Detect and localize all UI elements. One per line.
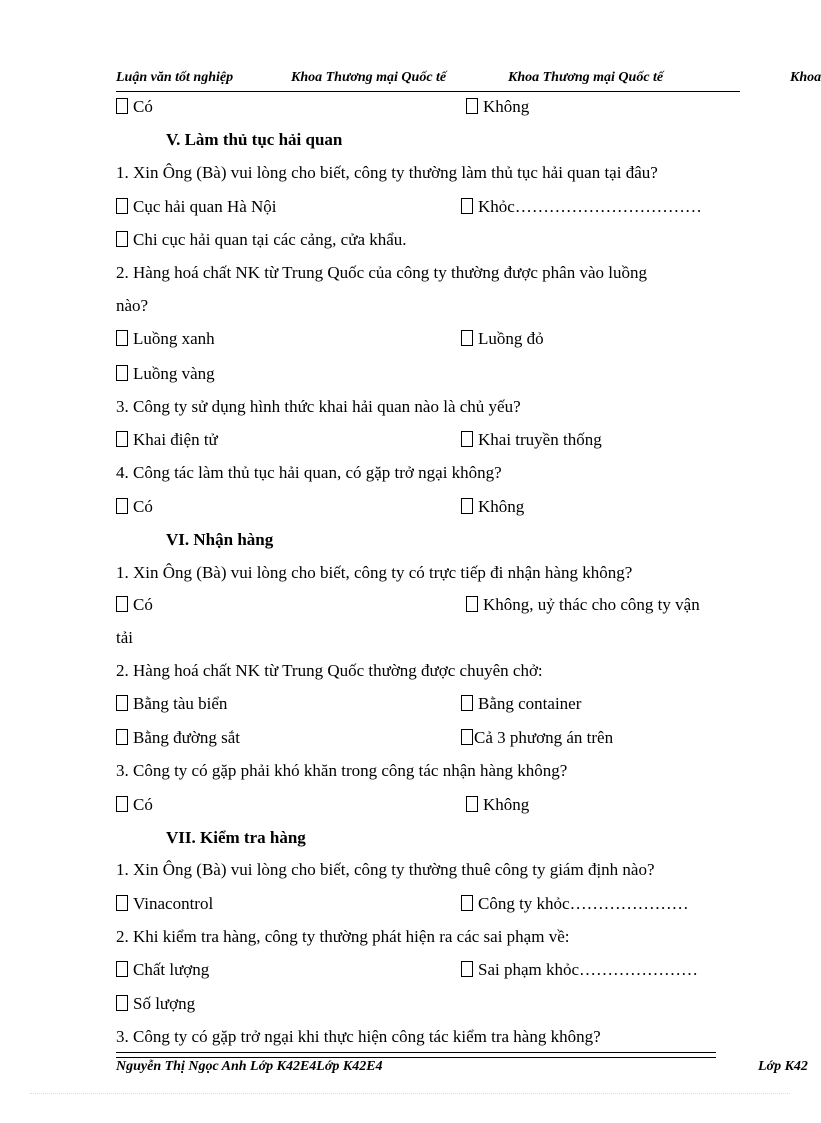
checkbox-icon[interactable] <box>116 596 128 612</box>
footer-right: Lớp K42 <box>758 1059 808 1074</box>
option-6-2-d[interactable]: Cả 3 phương án trên <box>461 727 613 749</box>
option-5-4-b[interactable]: Không <box>461 496 524 518</box>
section-heading-vi: VI. Nhận hàng <box>166 530 274 549</box>
header-mid-2: Khoa Thương mại Quốc tế <box>508 70 664 85</box>
question-7-2: 2. Khi kiểm tra hàng, công ty thường phát hiện ra các sai phạm về: <box>116 927 570 946</box>
option-5-1-a[interactable]: Cục hải quan Hà Nội <box>116 196 277 218</box>
checkbox-icon[interactable] <box>116 365 128 381</box>
section-heading-vii: VII. Kiểm tra hàng <box>166 828 306 847</box>
checkbox-icon[interactable] <box>116 431 128 447</box>
option-5-1-b[interactable]: Khỏc…………………………… <box>461 196 702 218</box>
option-6-2-c[interactable]: Bằng đường sắt <box>116 727 240 749</box>
checkbox-icon[interactable] <box>116 796 128 812</box>
header-rule <box>116 91 740 92</box>
checkbox-icon[interactable] <box>461 431 473 447</box>
checkbox-icon[interactable] <box>116 198 128 214</box>
header-mid-1: Khoa Thương mại Quốc tế <box>291 70 447 85</box>
question-5-2: 2. Hàng hoá chất NK từ Trung Quốc của công ty thường được phân vào luồng <box>116 263 647 282</box>
option-5-1-c[interactable]: Chi cục hải quan tại các cảng, cửa khẩu. <box>116 229 407 251</box>
option-5-2-c[interactable]: Luồng vàng <box>116 363 215 385</box>
option-5-3-a[interactable]: Khai điện tử <box>116 429 218 451</box>
checkbox-icon[interactable] <box>461 695 473 711</box>
question-5-1: 1. Xin Ông (Bà) vui lòng cho biết, công ty thường làm thủ tục hải quan tại đâu? <box>116 163 658 182</box>
question-5-3: 3. Công ty sử dụng hình thức khai hải quan nào là chủ yếu? <box>116 397 521 416</box>
option-6-1-a[interactable]: Có <box>116 594 153 616</box>
option-6-3-a[interactable]: Có <box>116 794 153 816</box>
checkbox-icon[interactable] <box>116 895 128 911</box>
option-6-2-b[interactable]: Bằng container <box>461 693 581 715</box>
option-5-2-a[interactable]: Luồng xanh <box>116 328 215 350</box>
option-6-2-a[interactable]: Bằng tàu biển <box>116 693 227 715</box>
checkbox-icon[interactable] <box>116 995 128 1011</box>
checkbox-icon[interactable] <box>461 198 473 214</box>
option-7-2-b[interactable]: Sai phạm khỏc………………… <box>461 959 698 981</box>
option-6-1-b[interactable]: Không, uỷ thác cho công ty vận <box>466 594 700 616</box>
checkbox-icon[interactable] <box>461 330 473 346</box>
checkbox-icon[interactable] <box>461 895 473 911</box>
checkbox-icon[interactable] <box>116 231 128 247</box>
checkbox-icon[interactable] <box>116 695 128 711</box>
checkbox-icon[interactable] <box>466 796 478 812</box>
checkbox-icon[interactable] <box>461 961 473 977</box>
checkbox-icon[interactable] <box>116 330 128 346</box>
question-5-4: 4. Công tác làm thủ tục hải quan, có gặp trở ngại không? <box>116 463 502 482</box>
option-5-4-a[interactable]: Có <box>116 496 153 518</box>
checkbox-icon[interactable] <box>116 498 128 514</box>
question-7-3: 3. Công ty có gặp trở ngại khi thực hiện công tác kiểm tra hàng không? <box>116 1027 601 1046</box>
checkbox-icon[interactable] <box>461 498 473 514</box>
page-footer <box>116 1059 816 1079</box>
option-5-2-b[interactable]: Luồng đỏ <box>461 328 544 350</box>
option-7-2-c[interactable]: Số lượng <box>116 993 195 1015</box>
question-6-3: 3. Công ty có gặp phải khó khăn trong công tác nhận hàng không? <box>116 761 568 780</box>
option-6-1-b-cont: tải <box>116 628 133 647</box>
header-right: Khoa <box>790 70 821 85</box>
question-5-2-cont: nào? <box>116 296 149 315</box>
question-6-1: 1. Xin Ông (Bà) vui lòng cho biết, công ty có trực tiếp đi nhận hàng không? <box>116 563 633 582</box>
checkbox-icon[interactable] <box>116 729 128 745</box>
section-heading-v: V. Làm thủ tục hải quan <box>166 130 343 149</box>
option-6-3-b[interactable]: Không <box>466 794 529 816</box>
footer-left: Nguyễn Thị Ngọc Anh Lớp K42E4Lớp K42E4 <box>116 1059 383 1074</box>
option-khong-1[interactable]: Không <box>466 96 529 118</box>
page-header <box>116 70 821 90</box>
checkbox-icon[interactable] <box>116 98 128 114</box>
option-co-1[interactable]: Có <box>116 96 153 118</box>
checkbox-icon[interactable] <box>461 729 473 745</box>
question-6-2: 2. Hàng hoá chất NK từ Trung Quốc thường được chuyên chở: <box>116 661 543 680</box>
option-7-1-b[interactable]: Công ty khỏc………………… <box>461 893 689 915</box>
checkbox-icon[interactable] <box>116 961 128 977</box>
option-5-3-b[interactable]: Khai truyền thống <box>461 429 602 451</box>
checkbox-icon[interactable] <box>466 596 478 612</box>
option-7-2-a[interactable]: Chất lượng <box>116 959 209 981</box>
checkbox-icon[interactable] <box>466 98 478 114</box>
header-left: Luận văn tốt nghiệp <box>116 70 234 85</box>
footer-rule <box>116 1052 716 1058</box>
question-7-1: 1. Xin Ông (Bà) vui lòng cho biết, công ty thường thuê công ty giám định nào? <box>116 860 655 879</box>
page-edge-divider <box>30 1093 790 1094</box>
option-7-1-a[interactable]: Vinacontrol <box>116 893 213 915</box>
